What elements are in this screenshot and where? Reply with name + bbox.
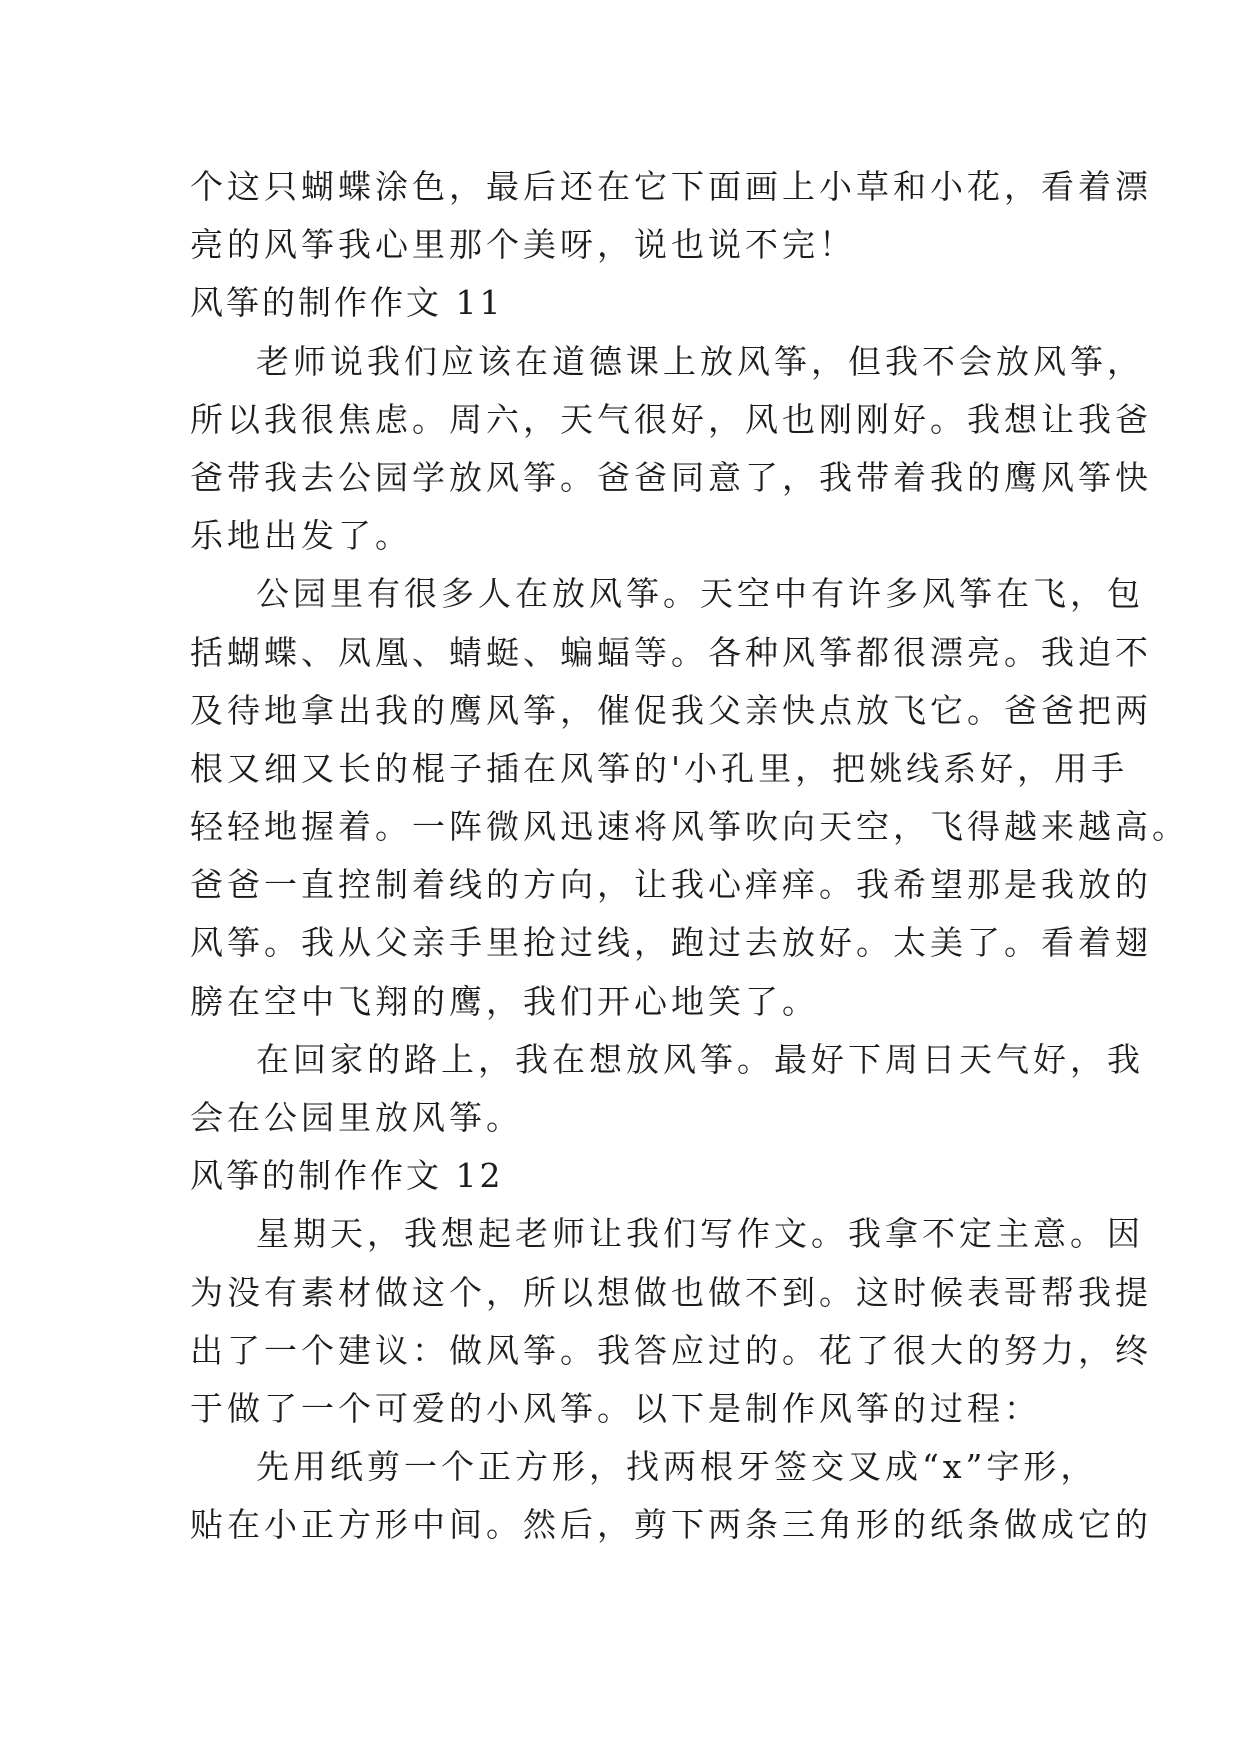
body-line: 根又细又长的棍子插在风筝的'小孔里，把姚线系好，用手: [190, 748, 1129, 788]
body-line: 风筝。我从父亲手里抢过线，跑过去放好。太美了。看着翅: [190, 923, 1152, 963]
body-line: 爸带我去公园学放风筝。爸爸同意了，我带着我的鹰风筝快: [190, 457, 1152, 497]
section-heading: 风筝的制作作文 12: [190, 1156, 504, 1196]
body-line: 个这只蝴蝶涂色，最后还在它下面画上小草和小花，看着漂: [190, 167, 1152, 206]
body-line: 轻轻地握着。一阵微风迅速将风筝吹向天空，飞得越来越高。: [190, 807, 1189, 847]
body-line: 所以我很焦虑。周六，天气很好，风也刚刚好。我想让我爸: [190, 399, 1152, 439]
paragraph-first-line: 在回家的路上，我在想放风筝。最好下周日天气好，我: [256, 1039, 1144, 1079]
paragraph-first-line: 老师说我们应该在道德课上放风筝，但我不会放风筝，: [256, 341, 1144, 381]
body-line: 出了一个建议：做风筝。我答应过的。花了很大的努力，终: [190, 1330, 1152, 1370]
paragraph-first-line: 公园里有很多人在放风筝。天空中有许多风筝在飞，包: [256, 574, 1144, 614]
body-line: 会在公园里放风筝。: [190, 1098, 523, 1137]
body-line: 括蝴蝶、凤凰、蜻蜓、蝙蝠等。各种风筝都很漂亮。我迫不: [190, 632, 1152, 672]
body-line: 亮的风筝我心里那个美呀，说也说不完！: [190, 225, 856, 265]
paragraph-first-line: 先用纸剪一个正方形，找两根牙签交叉成“x”字形，: [256, 1447, 1098, 1487]
body-line: 为没有素材做这个，所以想做也做不到。这时候表哥帮我提: [190, 1272, 1152, 1312]
body-line: 贴在小正方形中间。然后，剪下两条三角形的纸条做成它的: [190, 1505, 1152, 1545]
paragraph-first-line: 星期天，我想起老师让我们写作文。我拿不定主意。因: [256, 1214, 1144, 1254]
document-body: [190, 158, 1189, 1555]
body-line: 爸爸一直控制着线的方向，让我心痒痒。我希望那是我放的: [190, 865, 1152, 905]
body-line: 于做了一个可爱的小风筝。以下是制作风筝的过程：: [190, 1388, 1041, 1428]
body-line: 膀在空中飞翔的鹰，我们开心地笑了。: [190, 981, 819, 1021]
body-line: 乐地出发了。: [190, 516, 412, 556]
section-heading: 风筝的制作作文 11: [190, 283, 504, 323]
body-line: 及待地拿出我的鹰风筝，催促我父亲快点放飞它。爸爸把两: [190, 690, 1152, 730]
